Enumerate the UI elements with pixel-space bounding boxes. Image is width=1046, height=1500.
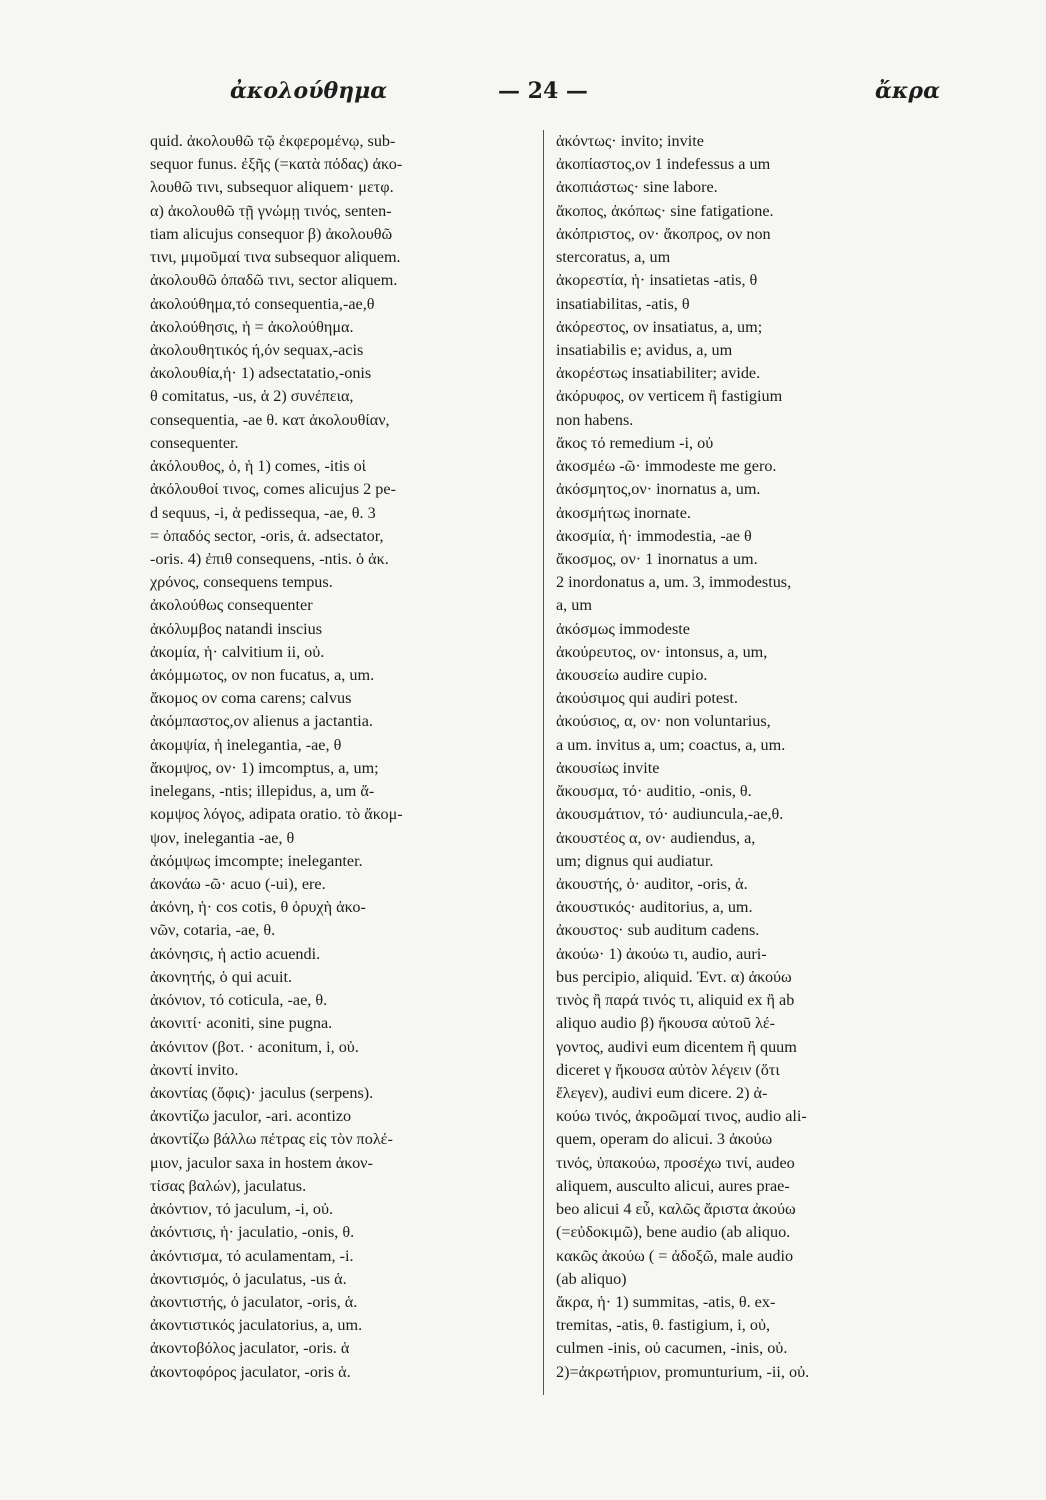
right-column xyxy=(556,130,941,1384)
entry-line: ἀκολούθως consequenter xyxy=(150,596,313,615)
entry-line: ἀκορέστως insatiabiliter; avide. xyxy=(556,364,761,383)
entry-line: quem, operam do alicui. 3 ἀκούω xyxy=(556,1130,773,1149)
entry-line: κομψος λόγος, adipata oratio. τὸ ἄκομ- xyxy=(150,805,403,824)
entry-line: ἀκολούθημα,τό consequentia,-ae,θ xyxy=(150,294,375,313)
entry-line: μιον, jaculor saxa in hostem ἀκον- xyxy=(150,1153,373,1172)
entry-line: non habens. xyxy=(556,410,634,429)
entry-line: ἀκοσμία, ἡ· immodestia, -ae θ xyxy=(556,526,752,545)
entry-line: χρόνος, consequens tempus. xyxy=(150,573,333,592)
entry-line: tremitas, -atis, θ. fastigium, i, οὐ, xyxy=(556,1316,771,1335)
entry-line: ἀκονητής, ὁ qui acuit. xyxy=(150,967,293,986)
entry-line: ἀκοσμέω -ῶ· immodeste me gero. xyxy=(556,457,777,476)
entry-line: ἀκοντίζω jaculor, -ari. acontizo xyxy=(150,1107,352,1126)
entry-line: ἀκολούθησις, ἡ = ἀκολούθημα. xyxy=(150,317,354,336)
entry-line: ἀκοντίας (ὄφις)· jaculus (serpens). xyxy=(150,1083,374,1102)
entry-line: ἀκουσείω audire cupio. xyxy=(556,666,708,685)
entry-line: ἀκολουθία,ἡ· 1) adsectatatio,-onis xyxy=(150,364,372,383)
entry-line: 2 inordonatus a, um. 3, immodestus, xyxy=(556,573,792,592)
entry-line: um; dignus qui audiatur. xyxy=(556,851,714,870)
entry-line: = ὀπαδός sector, -oris, ἁ. adsectator, xyxy=(150,526,384,545)
entry-line: κούω τινός, ἀκροῶμαί τινος, audio ali- xyxy=(556,1107,807,1126)
entry-line: ἀκονάω -ῶ· acuo (-ui), ere. xyxy=(150,875,326,893)
entry-line: (=εὐδοκιμῶ), bene audio (ab aliquo. xyxy=(556,1223,791,1242)
entry-line: tiam alicujus consequor β) ἀκολουθῶ xyxy=(150,224,393,243)
column-divider xyxy=(543,130,544,1395)
entry-line: ἄκος τό remedium -i, οὐ xyxy=(556,433,714,452)
entry-line: ἀκουσίως invite xyxy=(556,758,660,777)
entry-line: bus percipio, aliquid. Ἐντ. α) ἀκούω xyxy=(556,967,792,986)
entry-line: ἀκοντιστής, ὁ jaculator, -oris, ἁ. xyxy=(150,1292,358,1311)
entry-line: ἀκόμψως imcompte; ineleganter. xyxy=(150,851,363,870)
entry-line: ἀκόμπαστος,ον alienus a jactantia. xyxy=(150,712,373,731)
header-left-word: ἀκολούθημα xyxy=(230,78,388,104)
entry-line: ἀκουστικός· auditorius, a, um. xyxy=(556,898,753,917)
entry-line: sequor funus. ἐξῆς (=κατὰ πόδας) ἀκο- xyxy=(150,155,403,174)
entry-line: ἀκόνιτον (βοτ. · aconitum, i, οὐ. xyxy=(150,1037,359,1056)
entry-line: ἄκομος ον coma carens; calvus xyxy=(150,689,352,708)
entry-line: ἀκόλουθος, ὁ, ἡ 1) comes, -itis oἱ xyxy=(150,457,367,476)
entry-line: τινὸς ἢ παρά τινός τι, aliquid ex ἢ ab xyxy=(556,991,795,1010)
entry-line: a um. invitus a, um; coactus, a, um. xyxy=(556,735,786,754)
entry-line: λουθῶ τινι, subsequor aliquem· μετφ. xyxy=(150,178,394,197)
entry-line: ἀκόρυφος, ον verticem ἢ fastigium xyxy=(556,387,783,406)
entry-line: ἀκόσμητος,ον· inornatus a, um. xyxy=(556,480,761,499)
entry-line: ἀκομία, ἡ· calvitium ii, οὐ. xyxy=(150,642,325,661)
entry-line: ἄκουσμα, τό· auditio, -onis, θ. xyxy=(556,782,752,801)
entry-line: ἄκοπος, ἀκόπως· sine fatigatione. xyxy=(556,201,774,220)
entry-line: 2)=ἀκρωτήριον, promunturium, -ii, οὐ. xyxy=(556,1362,810,1381)
entry-line: ἀκόνιον, τό coticula, -ae, θ. xyxy=(150,991,328,1010)
entry-line: quid. ἀκολουθῶ τῷ ἐκφερομένῳ, sub- xyxy=(150,132,396,150)
entry-line: ἀκόντιον, τό jaculum, -i, οὐ. xyxy=(150,1200,334,1219)
entry-line: ψον, inelegantia -ae, θ xyxy=(150,828,295,847)
entry-line: τινι, μιμοῦμαί τινα subsequor aliquem. xyxy=(150,248,401,267)
running-head xyxy=(150,78,940,118)
entry-line: ἔλεγεν), audivi eum dicere. 2) ἀ- xyxy=(556,1083,768,1102)
entry-line: ἄκοσμος, ον· 1 inornatus a um. xyxy=(556,549,758,568)
entry-line: ἀκοντί invito. xyxy=(150,1060,239,1079)
entry-line: κακῶς ἀκούω ( = ἀδοξῶ, male audio xyxy=(556,1246,794,1265)
entry-line: a, um xyxy=(556,596,592,615)
entry-line: ἀκόπριστος, ον· ἄκοπρος, ον non xyxy=(556,224,771,243)
entry-line: ἀκουστος· sub auditum cadens. xyxy=(556,921,760,940)
entry-line: ἀκόμμωτος, ον non fucatus, a, um. xyxy=(150,666,375,685)
entry-line: stercoratus, a, um xyxy=(556,248,671,267)
entry-line: ἀκολουθῶ ὀπαδῶ τινι, sector aliquem. xyxy=(150,271,398,290)
entry-line: ἀκοπίαστος,ον 1 indefessus a um xyxy=(556,155,771,174)
entry-line: diceret γ ἤκουσα αὐτὸν λέγειν (ὅτι xyxy=(556,1060,780,1079)
entry-line: ἀκόντως· invito; invite xyxy=(556,132,704,150)
entry-line: culmen -inis, οὐ cacumen, -inis, οὐ. xyxy=(556,1339,788,1358)
entry-line: ἀκόλυμβος natandi inscius xyxy=(150,619,323,638)
entry-line: consequentia, -ae θ. κατ ἀκολουθίαν, xyxy=(150,410,390,429)
entry-line: -oris. 4) ἐπιθ consequens, -ntis. ὁ ἀκ. xyxy=(150,549,389,568)
entry-line: beo alicui 4 εὖ, καλῶς ἄριστα ἀκούω xyxy=(556,1200,796,1219)
entry-line: ἀκόντισις, ἡ· jaculatio, -onis, θ. xyxy=(150,1223,355,1242)
entry-line: τίσας βαλών), jaculatus. xyxy=(150,1176,307,1195)
entry-line: ἀκούσιμος qui audiri potest. xyxy=(556,689,738,708)
entry-line: ἄκομψος, ον· 1) imcomptus, a, um; xyxy=(150,758,379,777)
entry-line: d sequus, -i, ἁ pedissequa, -ae, θ. 3 xyxy=(150,503,376,522)
entry-line: inelegans, -ntis; illepidus, a, um ἄ- xyxy=(150,782,375,801)
left-column xyxy=(150,130,535,1384)
entry-line: ἀκονιτί· aconiti, sine pugna. xyxy=(150,1014,333,1033)
entry-line: ἀκούσιος, α, ον· non voluntarius, xyxy=(556,712,771,731)
entry-line: ἀκόλουθοί τινος, comes alicujus 2 pe- xyxy=(150,480,396,499)
entry-line: ἀκομψία, ἡ inelegantia, -ae, θ xyxy=(150,735,342,754)
page-number: — 24 — xyxy=(498,78,588,104)
entry-line: γοντος, audivi eum dicentem ἢ quum xyxy=(556,1037,797,1056)
entry-line: ἀκοσμήτως inornate. xyxy=(556,503,691,522)
entry-line: ἀκοντίζω βάλλω πέτρας εἰς τὸν πολέ- xyxy=(150,1130,393,1149)
entry-line: ἀκοπιάστως· sine labore. xyxy=(556,178,718,197)
entry-line: τινός, ὑπακούω, προσέχω τινί, audeo xyxy=(556,1153,795,1172)
entry-line: ἀκοντιστικός jaculatorius, a, um. xyxy=(150,1316,363,1335)
entry-line: ἀκόρεστος, ον insatiatus, a, um; xyxy=(556,317,763,336)
entry-line: νῶν, cotaria, -ae, θ. xyxy=(150,921,276,940)
entry-line: consequenter. xyxy=(150,433,239,452)
entry-line: θ comitatus, -us, ἁ 2) συνέπεια, xyxy=(150,387,354,406)
entry-line: ἀκόσμως immodeste xyxy=(556,619,690,638)
entry-line: ἄκρα, ἡ· 1) summitas, -atis, θ. ex- xyxy=(556,1292,776,1311)
entry-line: aliquo audio β) ἤκουσα αὐτοῦ λέ- xyxy=(556,1014,776,1033)
entry-line: insatiabilitas, -atis, θ xyxy=(556,294,690,313)
entry-line: α) ἀκολουθῶ τῇ γνώμῃ τινός, senten- xyxy=(150,201,392,220)
entry-line: ἀκοντοφόρος jaculator, -oris ἁ. xyxy=(150,1362,351,1381)
entry-line: insatiabilis e; avidus, a, um xyxy=(556,340,733,359)
entry-line: ἀκόντισμα, τό aculamentam, -i. xyxy=(150,1246,354,1265)
entry-line: ἀκοντισμός, ὁ jaculatus, -us ἁ. xyxy=(150,1269,347,1288)
entry-line: ἀκόνησις, ἡ actio acuendi. xyxy=(150,944,321,963)
entry-line: ἀκουστέος α, ον· audiendus, a, xyxy=(556,828,756,847)
entry-line: ἀκολουθητικός ή,όν sequax,-acis xyxy=(150,340,364,359)
entry-line: ἀκουστής, ὁ· auditor, -oris, ἁ. xyxy=(556,875,748,893)
entry-line: ἀκοντοβόλος jaculator, -oris. ἁ xyxy=(150,1339,350,1358)
entry-line: ἀκούω· 1) ἀκούω τι, audio, auri- xyxy=(556,944,767,963)
header-right-word: ἄκρα xyxy=(875,78,940,104)
entry-line: (ab aliquo) xyxy=(556,1269,627,1288)
entry-line: ἀκόνη, ἡ· cos cotis, θ ὁρυχὴ ἀκο- xyxy=(150,898,366,917)
entry-line: ἀκούρευτος, ον· intonsus, a, um, xyxy=(556,642,768,661)
entry-line: ἀκορεστία, ἡ· insatietas -atis, θ xyxy=(556,271,758,290)
entry-line: aliquem, ausculto alicui, aures prae- xyxy=(556,1176,790,1195)
entry-line: ἀκουσμάτιον, τό· audiuncula,-ae,θ. xyxy=(556,805,784,824)
